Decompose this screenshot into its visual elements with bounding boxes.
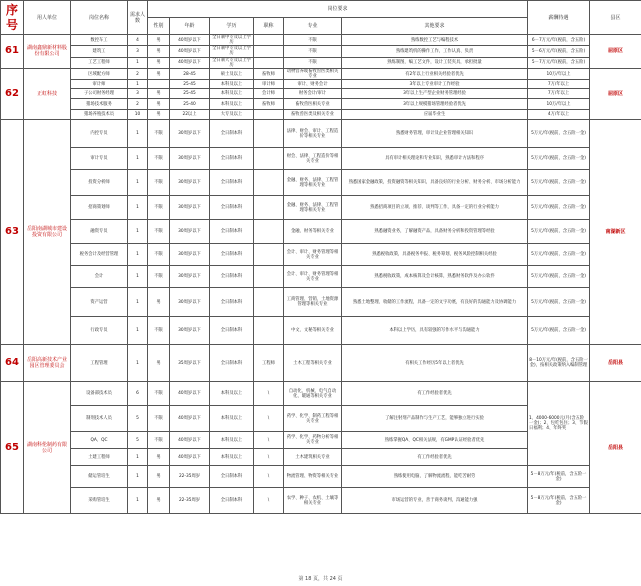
other-requirements: 熟悉招商项目的立项、推荐、谈判等工作，具备一定的行业分析能力 [342, 196, 528, 220]
position-name: 区域配方师 [71, 68, 128, 79]
position-name: 招商策划师 [71, 196, 128, 220]
education: 全日制本科 [210, 266, 254, 288]
education: 全日制中专及以上学历 [210, 35, 254, 46]
table-row [1, 288, 641, 317]
table-row [1, 110, 641, 120]
age: 40周岁以下 [170, 382, 210, 406]
position-name: 会计 [71, 266, 128, 288]
education: 全日制本科 [210, 170, 254, 196]
job-title [254, 317, 284, 345]
other-requirements: 3年以上专业审计工作经验 [342, 80, 528, 89]
salary: 7万/年以上 [528, 89, 590, 99]
table-row [1, 46, 641, 57]
age: 40周岁以下 [170, 46, 210, 57]
age: 30周岁以下 [170, 120, 210, 148]
job-title: 畜牧师 [254, 99, 284, 110]
education: 本科及以上 [210, 449, 254, 466]
major: 审计、财务会计 [284, 80, 342, 89]
county: 南湖新区 [590, 120, 641, 345]
age: 22-35周岁 [170, 488, 210, 514]
age: 22-35周岁 [170, 466, 210, 488]
gender: 不限 [148, 148, 170, 170]
col-seq: 序号 [1, 1, 24, 35]
col-major: 专业 [284, 18, 342, 35]
salary: 5－8万元/年(税前，含五险一金) [528, 488, 590, 514]
other-requirements: 熟悉税收政策，具备税务申报、税务筹划、税务风险控制相关经验 [342, 244, 528, 266]
county: 屈原区 [590, 68, 641, 119]
salary: 7万/年以上 [528, 80, 590, 89]
major: 药学、化学、药物分析等相关专业 [284, 432, 342, 449]
headcount: 1 [128, 196, 148, 220]
table-row [1, 244, 641, 266]
education: 硕士及以上 [210, 68, 254, 79]
position-name: 投资分析师 [71, 170, 128, 196]
other-requirements: 熟练建筑机的操作工作，工作认真、负责 [342, 46, 528, 57]
row-number: 61 [1, 35, 24, 69]
other-requirements: 熟练掌握QA、QC相关法规，有GMP认证经验者优先 [342, 432, 528, 449]
job-title [254, 244, 284, 266]
other-requirements: 熟练制图，编工艺文件，设计工装夹具，承担批量 [342, 57, 528, 68]
position-name: 猪场养殖技术员 [71, 110, 128, 120]
salary: 5万元/年(税前，含五险一金) [528, 244, 590, 266]
table-row [1, 382, 641, 406]
headcount: 1 [128, 170, 148, 196]
salary: 5－8万元/年(税前，含五险一金) [528, 466, 590, 488]
education: 全日制大专及以上学历 [210, 57, 254, 68]
unit-name: 湖南鑫鼎新材料股份有限公司 [24, 35, 71, 69]
job-title [254, 288, 284, 317]
headcount: 2 [128, 99, 148, 110]
col-pay: 薪酬待遇 [528, 1, 590, 35]
salary: 1、4000-6000元/月(含五险一金)；2、包吃包住；3、节假日福利；4、年终奖 [528, 382, 590, 466]
age: 40周岁以下 [170, 35, 210, 46]
other-requirements: 市场运营的专业，善于商务谈判，沟通能力强 [342, 488, 528, 514]
job-title: 会计师 [254, 89, 284, 99]
table-row [1, 148, 641, 170]
headcount: 1 [128, 244, 148, 266]
position-name: 行政专员 [71, 317, 128, 345]
col-pos: 岗位名称 [71, 1, 128, 35]
salary: 5万元/年(税前，含五险一金) [528, 220, 590, 244]
table-row [1, 80, 641, 89]
table-row [1, 68, 641, 79]
major: 金融、财务、法律、工程管理等相关专业 [284, 170, 342, 196]
age: 40周岁以下 [170, 449, 210, 466]
table-row [1, 89, 641, 99]
job-title: \ [254, 382, 284, 406]
major: 金融、财务等相关专业 [284, 220, 342, 244]
gender: 不限 [148, 266, 170, 288]
job-title: \ [254, 488, 284, 514]
col-other: 其他要求 [342, 18, 528, 35]
table-row [1, 488, 641, 514]
gender: 不限 [148, 244, 170, 266]
gender: 男 [148, 288, 170, 317]
salary: 5万元/年(税前，含五险一金) [528, 120, 590, 148]
education: 本科及以上 [210, 432, 254, 449]
county: 岳阳县 [590, 382, 641, 514]
position-name: 工艺工程师 [71, 57, 128, 68]
education: 全日制本科 [210, 317, 254, 345]
gender: 男 [148, 466, 170, 488]
position-name: 猪场技术服务 [71, 99, 128, 110]
major: 财会、法律、工程造价等相关专业 [284, 148, 342, 170]
job-title: \ [254, 449, 284, 466]
job-title [254, 46, 284, 57]
position-name: 资产运营 [71, 288, 128, 317]
page-footer: 第 18 页，共 24 页 [298, 576, 343, 582]
headcount: 1 [128, 266, 148, 288]
position-name: 数控车工 [71, 35, 128, 46]
age: 30周岁以下 [170, 317, 210, 345]
headcount: 1 [128, 345, 148, 382]
job-title: \ [254, 466, 284, 488]
headcount: 5 [128, 406, 148, 432]
gender: 男 [148, 57, 170, 68]
gender: 男 [148, 110, 170, 120]
major: 畜牧兽医相关专业 [284, 99, 342, 110]
major: 物流管理、物资等相关专业 [284, 466, 342, 488]
position-name: 制剂技术人员 [71, 406, 128, 432]
major: 不限 [284, 35, 342, 46]
salary: 5万元/年(税前，含五险一金) [528, 196, 590, 220]
col-title: 职称 [254, 18, 284, 35]
major: 土木建筑相关专业 [284, 449, 342, 466]
headcount: 5 [128, 432, 148, 449]
row-number: 62 [1, 68, 24, 119]
position-name: 建筑工 [71, 46, 128, 57]
gender: 不限 [148, 432, 170, 449]
headcount: 1 [128, 488, 148, 514]
gender: 不限 [148, 382, 170, 406]
other-requirements: 应届毕业生 [342, 110, 528, 120]
major: 金融、财务、法律、工程管理等相关专业 [284, 196, 342, 220]
major: 不限 [284, 57, 342, 68]
education: 本科及以上 [210, 80, 254, 89]
education: 全日制本科 [210, 244, 254, 266]
headcount: 1 [128, 449, 148, 466]
headcount: 1 [128, 288, 148, 317]
position-name: 审计专员 [71, 148, 128, 170]
other-requirements: 了解注射剂产品制作与生产工艺，能够独立进行实验 [342, 406, 528, 432]
salary: 5－7万元/年(税前，含五险) [528, 57, 590, 68]
salary: 5－6万元/年(税前，含五险) [528, 46, 590, 57]
job-title [254, 110, 284, 120]
other-requirements: 本科以上学历，具有较强的写作水平与沟通能力 [342, 317, 528, 345]
education: 本科及以上 [210, 89, 254, 99]
age: 28-45 [170, 68, 210, 79]
headcount: 1 [128, 466, 148, 488]
major: 会计、审计、财务管理等相关专业 [284, 244, 342, 266]
other-requirements: 有2年以上行业相关经验者优先 [342, 68, 528, 79]
other-requirements: 有工作经验者优先 [342, 449, 528, 466]
county: 岳阳县 [590, 345, 641, 382]
age: 25-40 [170, 99, 210, 110]
education: 全日制本科 [210, 148, 254, 170]
headcount: 3 [128, 46, 148, 57]
other-requirements: 熟练使用电脑，了解物流流程，能吃苦耐劳 [342, 466, 528, 488]
gender: 不限 [148, 196, 170, 220]
table-row [1, 57, 641, 68]
gender: 男 [148, 35, 170, 46]
row-number: 63 [1, 120, 24, 345]
job-title [254, 148, 284, 170]
unit-name: 正虹科技 [24, 68, 71, 119]
major: 自动化、机械、电气自动化、暖通等相关专业 [284, 382, 342, 406]
age: 30周岁以下 [170, 288, 210, 317]
position-name: 融资专员 [71, 220, 128, 244]
gender: 不限 [148, 220, 170, 244]
table-row [1, 466, 641, 488]
major: 法律、财会、审计、工程造价等相关专业 [284, 120, 342, 148]
salary: 6－7万元/年(税前，含五险) [528, 35, 590, 46]
age: 30周岁以下 [170, 220, 210, 244]
age: 30周岁以下 [170, 148, 210, 170]
position-name: 内控专员 [71, 120, 128, 148]
headcount: 10 [128, 110, 148, 120]
col-county: 县区 [590, 1, 641, 35]
table-row [1, 99, 641, 110]
education: 全日制中专及以上学历 [210, 46, 254, 57]
gender: 男 [148, 99, 170, 110]
age: 40周岁以下 [170, 432, 210, 449]
other-requirements: 3年以上规模猪场管理经验者优先 [342, 99, 528, 110]
education: 全日制本科 [210, 288, 254, 317]
position-name: 设备部技术员 [71, 382, 128, 406]
other-requirements: 具有审计相关理论和专业知识，熟悉审计方法和程序 [342, 148, 528, 170]
table-row [1, 266, 641, 288]
unit-name: 湖南科伦制药有限公司 [24, 382, 71, 514]
salary: 8－10万元/年(税前，含五险一金)，按相关政策纳入编制管理 [528, 345, 590, 382]
other-requirements: 熟悉税收政策，成本核算及会计核算，熟悉财务软件及办公软件 [342, 266, 528, 288]
major: 工商管理、营销、土地资源管理等相关专业 [284, 288, 342, 317]
position-name: 储运管培生 [71, 466, 128, 488]
row-number: 65 [1, 382, 24, 514]
job-title [254, 266, 284, 288]
major: 畜牧兽医类及相关专业 [284, 110, 342, 120]
col-gender: 性别 [148, 18, 170, 35]
education: 全日制本科 [210, 120, 254, 148]
other-requirements: 熟悉财务管理，审计及企业管理相关知识 [342, 120, 528, 148]
col-edu: 学历 [210, 18, 254, 35]
salary: 10万/年以上 [528, 99, 590, 110]
gender: 男 [148, 68, 170, 79]
table-body [1, 35, 641, 514]
table-row [1, 35, 641, 46]
position-name: 土建工程师 [71, 449, 128, 466]
major: 财务会计/审计 [284, 89, 342, 99]
salary: 5万元/年(税前，含五险一金) [528, 266, 590, 288]
age: 22以上 [170, 110, 210, 120]
age: 30周岁以下 [170, 266, 210, 288]
major: 土木工程等相关专业 [284, 345, 342, 382]
position-name: 税务会计及经营管理 [71, 244, 128, 266]
col-age: 年龄 [170, 18, 210, 35]
position-name: 工程管理 [71, 345, 128, 382]
major: 会计、审计、财务管理等相关专业 [284, 266, 342, 288]
gender: 不限 [148, 170, 170, 196]
major: 中文、文秘等相关专业 [284, 317, 342, 345]
position-name: 子公司财务经理 [71, 89, 128, 99]
salary: 5万元/年(税前，含五险一金) [528, 317, 590, 345]
age: 30周岁以下 [170, 244, 210, 266]
headcount: 1 [128, 220, 148, 244]
gender: 不限 [148, 317, 170, 345]
age: 25-45 [170, 89, 210, 99]
col-count: 需求人数 [128, 1, 148, 35]
table-row [1, 220, 641, 244]
table-row [1, 345, 641, 382]
other-requirements: 熟悉土地整理、收储的工作流程，具备一定的文字功底，有良好的沟通能力及协调能力 [342, 288, 528, 317]
education: 全日制本科 [210, 488, 254, 514]
other-requirements: 熟练数控工艺与编程技术 [342, 35, 528, 46]
headcount: 1 [128, 317, 148, 345]
headcount: 1 [128, 120, 148, 148]
job-title: 工程师 [254, 345, 284, 382]
other-requirements: 3年以上生产型企业财务管理经验 [342, 89, 528, 99]
gender [148, 80, 170, 89]
salary: 5万元/年(税前，含五险一金) [528, 148, 590, 170]
education: 本科及以上 [210, 382, 254, 406]
row-number: 64 [1, 345, 24, 382]
education: 全日制本科 [210, 466, 254, 488]
other-requirements: 熟悉国家金融政策，投资融资等相关知识，具备良好的行业分析、财务分析、市场分析能力 [342, 170, 528, 196]
table-row [1, 120, 641, 148]
headcount: 1 [128, 80, 148, 89]
job-title [254, 57, 284, 68]
gender: 男 [148, 449, 170, 466]
education: 大专及以上 [210, 110, 254, 120]
job-title: \ [254, 406, 284, 432]
education: 本科及以上 [210, 406, 254, 432]
major: 动物营养或畜牧兽医类相关专业 [284, 68, 342, 79]
salary: 4万/年以上 [528, 110, 590, 120]
age: 40周岁以下 [170, 57, 210, 68]
unit-name: 岳阳南湖城市建设投资有限公司 [24, 120, 71, 345]
gender: 不限 [148, 120, 170, 148]
major: 农学、种子、农机、土壤等相关专业 [284, 488, 342, 514]
col-unit: 用人单位 [24, 1, 71, 35]
job-title: 审计师 [254, 80, 284, 89]
major: 药学、化学、制药工程等相关专业 [284, 406, 342, 432]
other-requirements: 熟悉融资业务，了解融资产品，具备财务分析和投资管理等经验 [342, 220, 528, 244]
position-name: 采购管培生 [71, 488, 128, 514]
table-row [1, 170, 641, 196]
salary: 10万/年以上 [528, 68, 590, 79]
other-requirements: 有相关工作经历5年以上者优先 [342, 345, 528, 382]
job-title [254, 220, 284, 244]
education: 全日制本科 [210, 196, 254, 220]
age: 40周岁以下 [170, 406, 210, 432]
county: 屈原区 [590, 35, 641, 69]
age: 35周岁以下 [170, 345, 210, 382]
headcount: 3 [128, 89, 148, 99]
headcount: 1 [128, 57, 148, 68]
job-title: \ [254, 432, 284, 449]
other-requirements: 有工作经验者优先 [342, 382, 528, 406]
gender: 男 [148, 46, 170, 57]
education: 本科及以上 [210, 99, 254, 110]
position-name: 审计师 [71, 80, 128, 89]
job-title: 畜牧师 [254, 68, 284, 79]
headcount: 2 [128, 68, 148, 79]
headcount: 4 [128, 35, 148, 46]
headcount: 6 [128, 382, 148, 406]
position-name: QA、QC [71, 432, 128, 449]
job-title [254, 170, 284, 196]
col-group: 岗位要求 [148, 1, 528, 18]
table-row [1, 196, 641, 220]
unit-name: 岳阳高新技术产业园区管理委员会 [24, 345, 71, 382]
major: 不限 [284, 46, 342, 57]
gender: 男 [148, 89, 170, 99]
gender: 男 [148, 488, 170, 514]
job-title [254, 120, 284, 148]
salary: 5万元/年(税前，含五险一金) [528, 170, 590, 196]
gender: 男 [148, 345, 170, 382]
education: 全日制本科 [210, 345, 254, 382]
age: 30周岁以下 [170, 196, 210, 220]
gender: 不限 [148, 406, 170, 432]
age: 30周岁以下 [170, 170, 210, 196]
job-title [254, 196, 284, 220]
job-title [254, 35, 284, 46]
headcount: 1 [128, 148, 148, 170]
age: 25-45 [170, 80, 210, 89]
education: 全日制本科 [210, 220, 254, 244]
salary: 5万元/年(税前，含五险一金) [528, 288, 590, 317]
table-row [1, 317, 641, 345]
